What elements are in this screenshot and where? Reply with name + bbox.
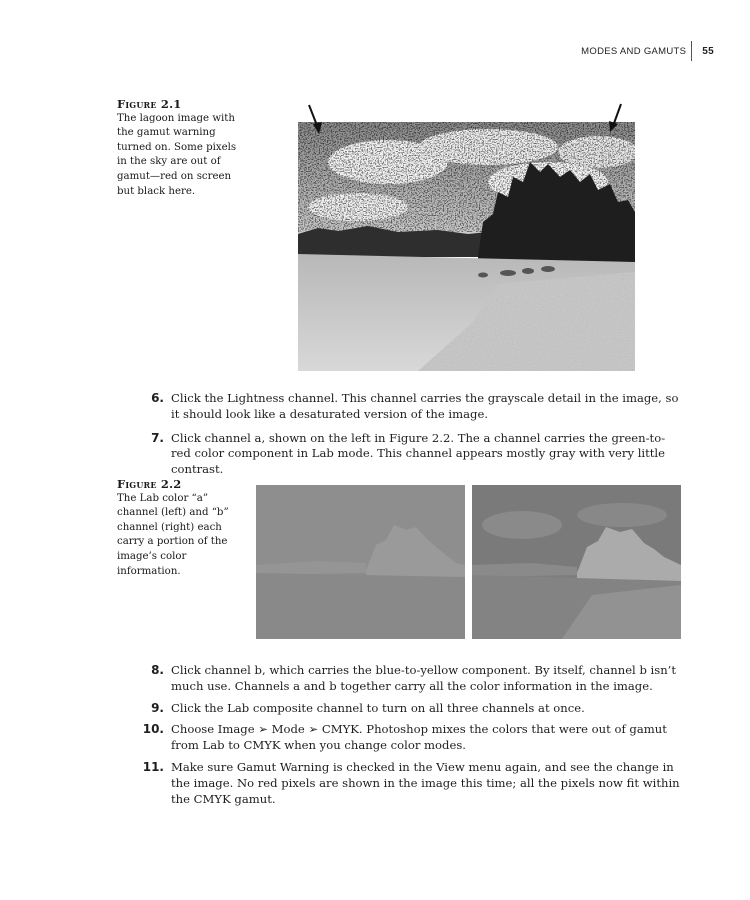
step-item bbox=[134, 391, 684, 423]
step-item bbox=[134, 701, 684, 717]
arrow-left-icon bbox=[309, 105, 322, 134]
step-text: Click the Lightness channel. This channel carries the grayscale detail in the image, so it should look like a desaturated version of the image. bbox=[171, 391, 679, 421]
step-item bbox=[134, 760, 684, 807]
step-number: 9. bbox=[151, 700, 164, 715]
steps-list-a bbox=[134, 391, 684, 478]
step-number: 11. bbox=[142, 759, 164, 774]
step-number: 10. bbox=[142, 722, 164, 737]
figure-2-1-caption bbox=[117, 97, 245, 199]
step-text: Make sure Gamut Warning is checked in the View menu again, and see the change in the image. No red pixels are shown in the image this time; all the pixels now fit within the CMYK gamut. bbox=[171, 759, 680, 806]
steps-list-b bbox=[134, 663, 684, 807]
running-head bbox=[581, 41, 714, 61]
lab-a-channel-image bbox=[256, 485, 465, 639]
header-divider bbox=[691, 41, 692, 61]
step-item bbox=[134, 663, 684, 695]
page-number: 55 bbox=[702, 45, 714, 57]
figure-label: Figure 2.1 bbox=[117, 97, 182, 111]
figure-caption-text: The Lab color “a” channel (left) and “b” channel (right) each carry a portion of the image’s color information. bbox=[117, 492, 229, 577]
lagoon-gamut-warning-photo bbox=[298, 122, 635, 371]
step-text: Choose Image ➢ Mode ➢ CMYK. Photoshop mixes the colors that were out of gamut from Lab to CMYK when you change color modes. bbox=[171, 722, 667, 753]
step-text: Click the Lab composite channel to turn on all three channels at once. bbox=[171, 700, 585, 715]
step-number: 6. bbox=[151, 391, 164, 405]
section-title: MODES AND GAMUTS bbox=[581, 45, 687, 57]
figure-label: Figure 2.2 bbox=[117, 477, 182, 491]
step-text: Click channel b, which carries the blue-to-yellow component. By itself, channel b isn’t much use. Channels a and b together carry all the color information in the image. bbox=[171, 663, 677, 693]
lab-b-channel-image bbox=[472, 485, 681, 639]
step-item bbox=[134, 722, 684, 754]
arrow-annotations bbox=[300, 100, 640, 140]
figure-2-2-caption bbox=[117, 477, 245, 579]
figure-caption-text: The lagoon image with the gamut warning turned on. Some pixels in the sky are out of gamut—red on screen but black here. bbox=[117, 112, 237, 197]
step-number: 8. bbox=[151, 663, 164, 677]
step-number: 7. bbox=[151, 430, 164, 445]
step-text: Click channel a, shown on the left in Figure 2.2. The a channel carries the green-to-red color component in Lab mode. This channel appears mostly gray with very little contrast. bbox=[171, 430, 666, 477]
step-item bbox=[134, 431, 684, 478]
arrow-right-icon bbox=[609, 104, 621, 132]
